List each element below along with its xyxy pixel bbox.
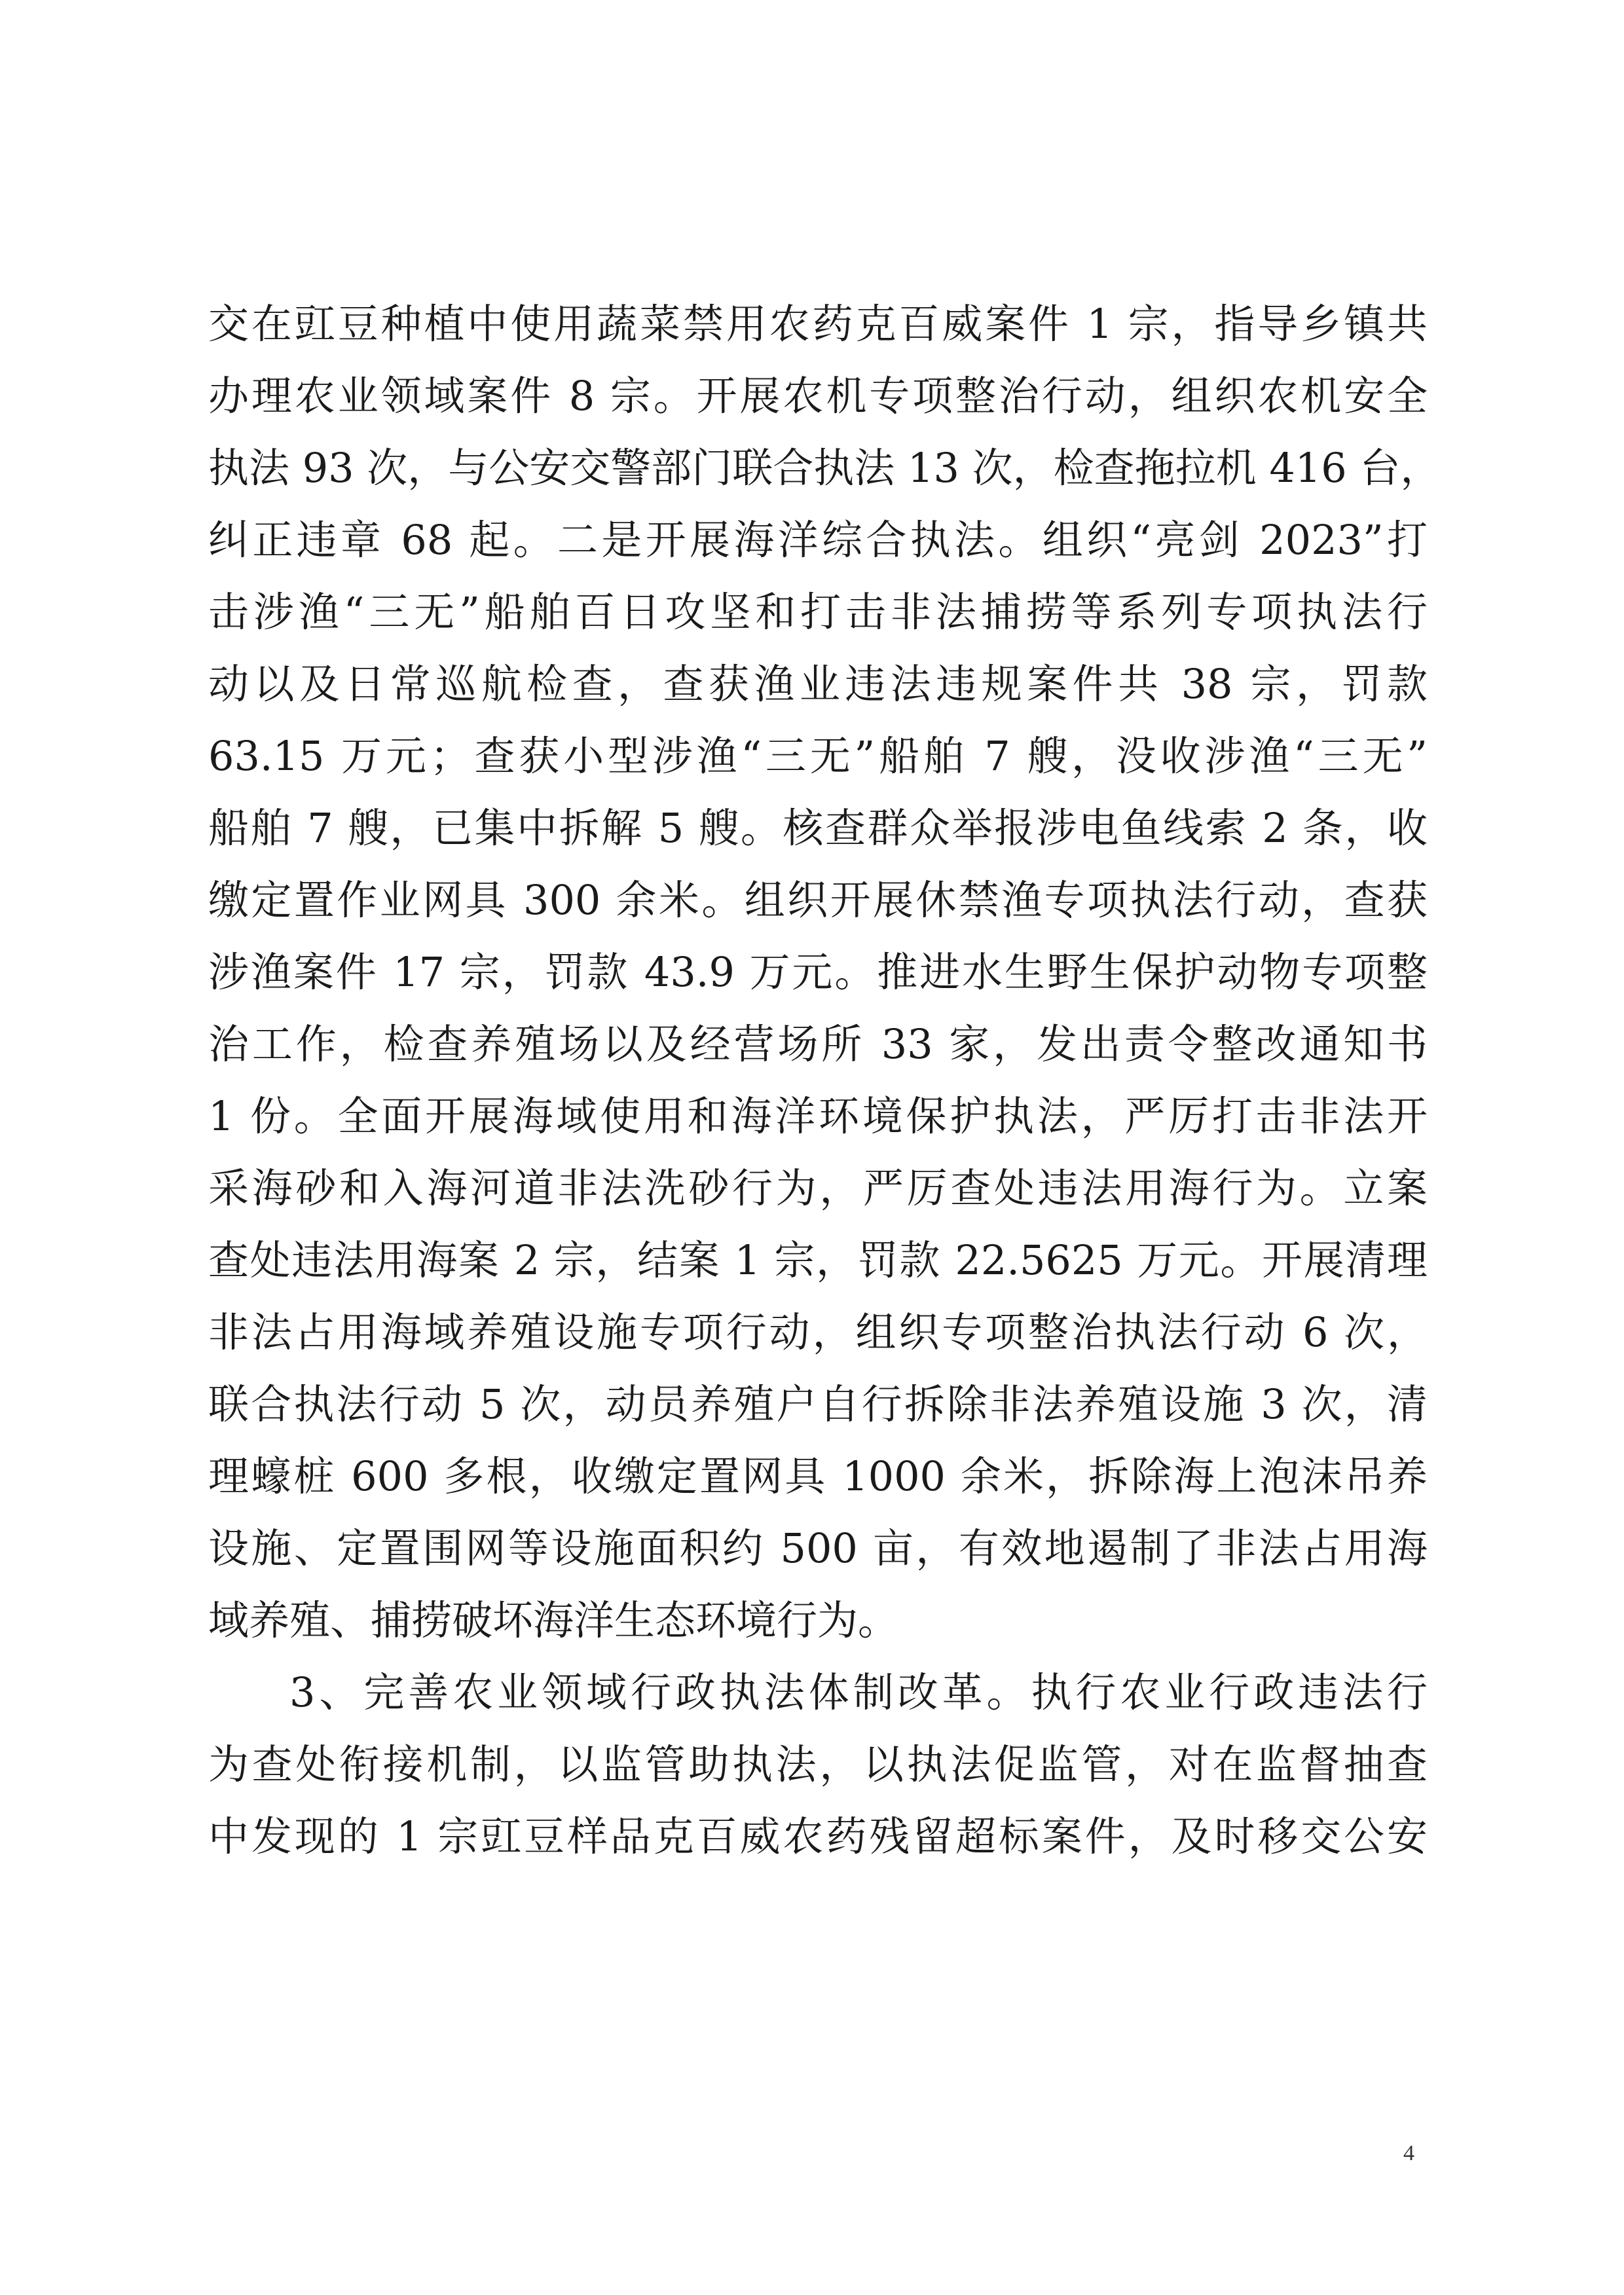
text-line: 治工作，检查养殖场以及经营场所 33 家，发出责令整改通知书 — [208, 1020, 1428, 1068]
text-line: 涉渔案件 17 宗，罚款 43.9 万元。推进水生野生保护动物专项整 — [208, 948, 1428, 996]
text-line-paragraph-start: 3、完善农业领域行政执法体制改革。执行农业行政违法行 — [289, 1668, 1428, 1716]
page-number: 4 — [1403, 2141, 1414, 2165]
text-line: 纠正违章 68 起。二是开展海洋综合执法。组织“亮剑 2023”打 — [208, 516, 1428, 564]
text-line: 63.15 万元；查获小型涉渔“三无”船舶 7 艘，没收涉渔“三无” — [208, 732, 1428, 780]
text-line: 理蠔桩 600 多根，收缴定置网具 1000 余米，拆除海上泡沫吊养 — [208, 1452, 1428, 1500]
text-line: 1 份。全面开展海域使用和海洋环境保护执法，严厉打击非法开 — [208, 1092, 1428, 1140]
text-line: 联合执法行动 5 次，动员养殖户自行拆除非法养殖设施 3 次，清 — [208, 1380, 1428, 1428]
text-line: 查处违法用海案 2 宗，结案 1 宗，罚款 22.5625 万元。开展清理 — [208, 1236, 1428, 1284]
text-line: 船舶 7 艘，已集中拆解 5 艘。核查群众举报涉电鱼线索 2 条，收 — [208, 804, 1428, 852]
text-line: 缴定置作业网具 300 余米。组织开展休禁渔专项执法行动，查获 — [208, 876, 1428, 924]
text-line: 设施、定置围网等设施面积约 500 亩，有效地遏制了非法占用海 — [208, 1524, 1428, 1572]
body-text — [208, 288, 1441, 1873]
text-line: 交在豇豆种植中使用蔬菜禁用农药克百威案件 1 宗，指导乡镇共 — [208, 300, 1428, 348]
text-line: 为查处衔接机制，以监管助执法，以执法促监管，对在监督抽查 — [208, 1740, 1428, 1788]
text-line: 执法 93 次，与公安交警部门联合执法 13 次，检查拖拉机 416 台， — [208, 444, 1441, 492]
text-line: 击涉渔“三无”船舶百日攻坚和打击非法捕捞等系列专项执法行 — [208, 588, 1428, 636]
text-line: 中发现的 1 宗豇豆样品克百威农药残留超标案件，及时移交公安 — [208, 1812, 1428, 1860]
text-line: 动以及日常巡航检查，查获渔业违法违规案件共 38 宗，罚款 — [208, 660, 1428, 708]
text-line: 采海砂和入海河道非法洗砂行为，严厉查处违法用海行为。立案 — [208, 1164, 1428, 1212]
text-line: 非法占用海域养殖设施专项行动，组织专项整治执法行动 6 次， — [208, 1308, 1428, 1356]
text-line: 办理农业领域案件 8 宗。开展农机专项整治行动，组织农机安全 — [208, 372, 1428, 420]
text-line: 域养殖、捕捞破坏海洋生态环境行为。 — [208, 1596, 899, 1644]
